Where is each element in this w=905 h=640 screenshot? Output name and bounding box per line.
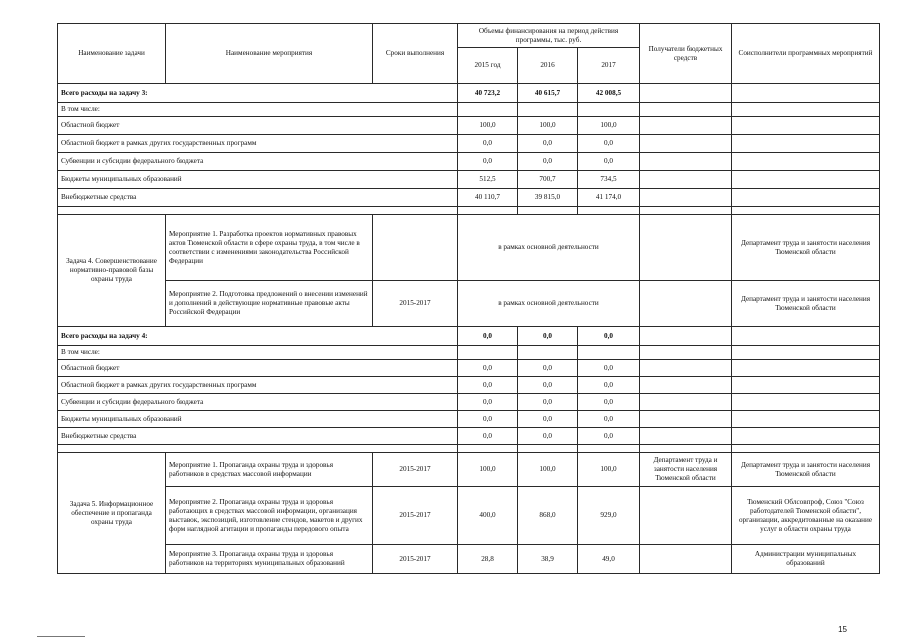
- header-year-2015: 2015 год: [458, 48, 518, 84]
- task4-row-2017: 0,0: [578, 377, 640, 394]
- header-deadlines: Сроки выполнения: [373, 24, 458, 84]
- task5-activity-3-2015: 28,8: [458, 545, 518, 574]
- task3-row-2015: 512,5: [458, 171, 518, 189]
- task3-row-2016: 0,0: [518, 135, 578, 153]
- task3-row-label: Субвенции и субсидии федерального бюджета: [58, 153, 458, 171]
- task5-activity-3-recipient: [640, 545, 732, 574]
- task5-activity-3-2016: 38,9: [518, 545, 578, 574]
- task3-row-label: Областной бюджет: [58, 117, 458, 135]
- task3-row-label: Бюджеты муниципальных образований: [58, 171, 458, 189]
- task5-activity-2-2016: 868,0: [518, 487, 578, 545]
- task4-row-2015: 0,0: [458, 377, 518, 394]
- task4-activity-2-recipient: [640, 281, 732, 327]
- task4-row-2015: 0,0: [458, 428, 518, 445]
- task4-row-label: Областной бюджет: [58, 360, 458, 377]
- task5-activity-1-2017: 100,0: [578, 453, 640, 487]
- task4-row-label: Бюджеты муниципальных образований: [58, 411, 458, 428]
- task4-activity-2-coexecutor: Департамент труда и занятости населения Тюменской области: [732, 281, 880, 327]
- header-year-2017: 2017: [578, 48, 640, 84]
- task4-row-2015: 0,0: [458, 394, 518, 411]
- task4-activity-2: Мероприятие 2. Подготовка предложений о внесении изменений и дополнений в действующие нормативные правовые акты Российской Федерации: [166, 281, 373, 327]
- task4-row-2016: 0,0: [518, 394, 578, 411]
- task4-row-2016: 0,0: [518, 428, 578, 445]
- task5-activity-1-2016: 100,0: [518, 453, 578, 487]
- task5-activity-3: Мероприятие 3. Пропаганда охраны труда и здоровья работников на территориях муниципальных образований: [166, 545, 373, 574]
- task3-including: В том числе:: [58, 103, 458, 117]
- header-activity-name: Наименование мероприятия: [166, 24, 373, 84]
- task3-row-2016: 700,7: [518, 171, 578, 189]
- task3-row-2017: 100,0: [578, 117, 640, 135]
- task4-total-label: Всего расходы на задачу 4:: [58, 327, 458, 346]
- task4-row-label: Субвенции и субсидии федерального бюджета: [58, 394, 458, 411]
- task4-including: В том числе:: [58, 346, 458, 360]
- task4-row-2017: 0,0: [578, 360, 640, 377]
- task3-row-2015: 40 110,7: [458, 189, 518, 207]
- task3-row-label: Областной бюджет в рамках других государственных программ: [58, 135, 458, 153]
- header-coexecutors: Соисполнители программных мероприятий: [732, 24, 880, 84]
- page-number: 15: [838, 625, 847, 634]
- task4-row-2017: 0,0: [578, 428, 640, 445]
- task4-row-label: Внебюджетные средства: [58, 428, 458, 445]
- task4-row-2015: 0,0: [458, 360, 518, 377]
- task5-activity-2: Мероприятие 2. Пропаганда охраны труда и здоровья работающих в средствах массовой информации, организация выставок, экспозиций, изготовление стендов, макетов и других форм наглядной агитации и пропаганды передового опыта: [166, 487, 373, 545]
- task5-activity-3-period: 2015-2017: [373, 545, 458, 574]
- task5-activity-1: Мероприятие 1. Пропаганда охраны труда и здоровья работников в средствах массовой информации: [166, 453, 373, 487]
- task3-row-2016: 39 815,0: [518, 189, 578, 207]
- task3-row-2016: 100,0: [518, 117, 578, 135]
- task4-activity-1-recipient: [640, 215, 732, 281]
- task3-row-2017: 0,0: [578, 153, 640, 171]
- task5-activity-1-period: 2015-2017: [373, 453, 458, 487]
- task4-row-2016: 0,0: [518, 377, 578, 394]
- task3-row-2016: 0,0: [518, 153, 578, 171]
- task5-activity-2-coexecutor: Тюменский Облсовпроф, Союз "Союз работодателей Тюменской области", организации, аккредитованные на оказание услуг в области охраны труда: [732, 487, 880, 545]
- task5-activity-2-2017: 929,0: [578, 487, 640, 545]
- task3-row-label: Внебюджетные средства: [58, 189, 458, 207]
- task4-activity-1-funding: в рамках основной деятельности: [458, 215, 640, 281]
- task4-total-2016: 0,0: [518, 327, 578, 346]
- task4-row-2017: 0,0: [578, 411, 640, 428]
- task4-activity-2-period: 2015-2017: [373, 281, 458, 327]
- task3-row-2017: 734,5: [578, 171, 640, 189]
- task5-name: Задача 5. Информационное обеспечение и пропаганда охраны труда: [58, 453, 166, 574]
- task4-name: Задача 4. Совершенствование нормативно-правовой базы охраны труда: [58, 215, 166, 327]
- task3-row-2015: 0,0: [458, 153, 518, 171]
- task5-activity-2-period: 2015-2017: [373, 487, 458, 545]
- task5-activity-1-2015: 100,0: [458, 453, 518, 487]
- task5-activity-2-recipient: [640, 487, 732, 545]
- task3-row-2017: 41 174,0: [578, 189, 640, 207]
- header-year-2016: 2016: [518, 48, 578, 84]
- header-recipients: Получатели бюджетных средств: [640, 24, 732, 84]
- task4-activity-1-coexecutor: Департамент труда и занятости населения Тюменской области: [732, 215, 880, 281]
- task5-activity-2-2015: 400,0: [458, 487, 518, 545]
- scan-artifact-line: [37, 636, 85, 637]
- task4-row-2015: 0,0: [458, 411, 518, 428]
- task4-activity-2-funding: в рамках основной деятельности: [458, 281, 640, 327]
- task5-activity-1-recipient: Департамент труда и занятости населения Тюменской области: [640, 453, 732, 487]
- task4-activity-1: Мероприятие 1. Разработка проектов нормативных правовых актов Тюменской области в сфере охраны труда, в том числе в соответствии с изменениями законодательства Российской Федерации: [166, 215, 373, 281]
- task5-activity-3-coexecutor: Администрации муниципальных образований: [732, 545, 880, 574]
- task4-activity-1-period: [373, 215, 458, 281]
- task3-total-2015: 40 723,2: [458, 84, 518, 103]
- task4-row-2017: 0,0: [578, 394, 640, 411]
- task3-total-2017: 42 008,5: [578, 84, 640, 103]
- task3-total-label: Всего расходы на задачу 3:: [58, 84, 458, 103]
- task3-row-2015: 0,0: [458, 135, 518, 153]
- task4-row-label: Областной бюджет в рамках других государственных программ: [58, 377, 458, 394]
- task5-activity-1-coexecutor: Департамент труда и занятости населения Тюменской области: [732, 453, 880, 487]
- task4-total-2015: 0,0: [458, 327, 518, 346]
- task4-row-2016: 0,0: [518, 360, 578, 377]
- task5-activity-3-2017: 49,0: [578, 545, 640, 574]
- header-financing: Объемы финансирования на период действия программы, тыс. руб.: [458, 24, 640, 48]
- task4-row-2016: 0,0: [518, 411, 578, 428]
- header-task-name: Наименование задачи: [58, 24, 166, 84]
- task4-total-2017: 0,0: [578, 327, 640, 346]
- program-table: [57, 23, 880, 574]
- task3-total-2016: 40 615,7: [518, 84, 578, 103]
- task3-row-2015: 100,0: [458, 117, 518, 135]
- task3-row-2017: 0,0: [578, 135, 640, 153]
